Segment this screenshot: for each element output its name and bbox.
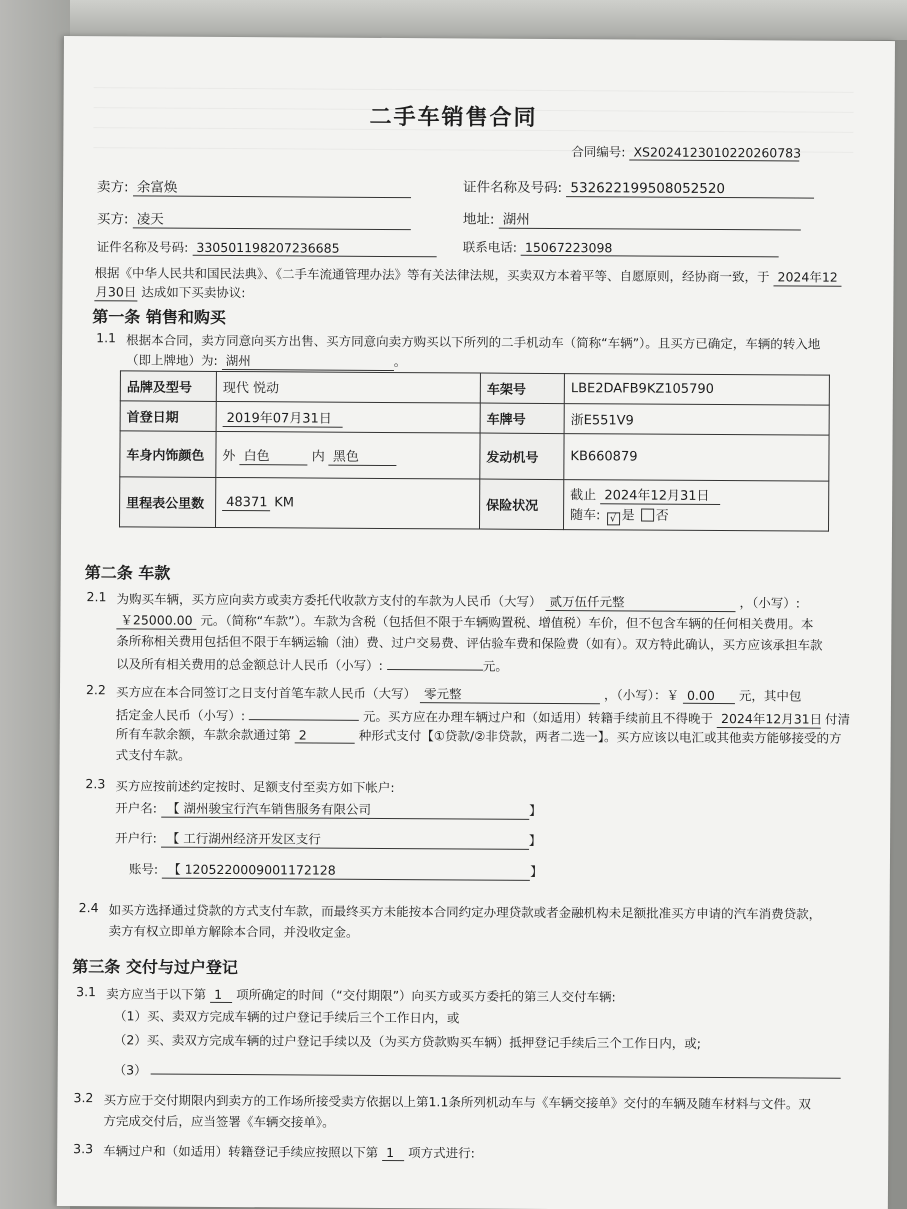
buyer-id-label: 证件名称及号码: xyxy=(96,239,189,255)
account-field xyxy=(162,860,530,881)
color-cell xyxy=(216,431,480,479)
buyer-id-value: 330501198207236685 xyxy=(192,240,436,257)
insurance-deadline-row xyxy=(570,484,822,506)
clause-3-2-number: 3.2 xyxy=(73,1090,94,1106)
payoff-date: 2024年12月31日 xyxy=(717,709,821,729)
payee-row xyxy=(115,798,541,820)
table-row xyxy=(120,371,829,405)
bank-value: 工行湖州经济开发区支行 xyxy=(183,830,321,847)
address-label: 地址: xyxy=(462,211,495,228)
with-car-row xyxy=(570,504,822,527)
phone-label: 联系电话: xyxy=(462,239,517,255)
transfer-option-number: 1 xyxy=(382,1145,404,1161)
intro-date-part-b: 月30日 xyxy=(94,282,137,301)
price-uppercase: 贰万伍仟元整 xyxy=(545,592,735,612)
buyer-label: 买方: xyxy=(96,211,129,228)
intro-line-2 xyxy=(94,282,245,302)
address-row xyxy=(463,207,801,230)
bracket-open: 【 xyxy=(168,861,181,877)
seller-name: 余富焕 xyxy=(133,175,411,198)
phone-value: 15067223098 xyxy=(521,240,779,258)
clause-3-1-number: 3.1 xyxy=(76,984,97,1000)
bracket-close: 】 xyxy=(528,832,542,848)
clause-2-2-tail: 元，其中包 xyxy=(738,688,802,704)
contract-page xyxy=(57,36,895,1209)
checkbox-no-label: 否 xyxy=(655,508,669,524)
table-row xyxy=(120,401,829,435)
clause-2-3-number: 2.3 xyxy=(85,776,106,792)
clause-3-2-line-1: 买方应于交付期限内到卖方的工作场所接受卖方依据以上第1.1条所列机动车与《车辆交接单》交付的车辆及随车材料与文件。双 xyxy=(103,1092,811,1112)
bracket-open: 【 xyxy=(166,830,180,846)
seller-row xyxy=(97,175,411,198)
plate-value: 浙E551V9 xyxy=(564,404,829,436)
bracket-open: 【 xyxy=(166,800,180,816)
clause-1-1-line-2 xyxy=(126,350,406,371)
mileage-unit: KM xyxy=(274,494,295,510)
payee-label: 开户名: xyxy=(115,800,158,816)
seller-label: 卖方: xyxy=(97,179,129,196)
buyer-name: 凌天 xyxy=(133,207,411,230)
deposit-value xyxy=(249,704,359,721)
brand-label: 品牌及型号 xyxy=(120,371,216,402)
table-row xyxy=(120,477,829,531)
account-row xyxy=(129,859,543,881)
account-value: 1205220009001172128 xyxy=(184,861,336,878)
insurance-deadline-label: 截止 xyxy=(570,488,597,504)
clause-1-1-number: 1.1 xyxy=(96,330,117,346)
seller-id-row xyxy=(463,175,814,198)
plate-label: 车牌号 xyxy=(480,403,564,434)
clause-3-2-line-2: 方完成交付后，应当签署《车辆交接单》。 xyxy=(103,1113,335,1130)
clause-2-2-number: 2.2 xyxy=(85,682,106,698)
inner-color-value: 黑色 xyxy=(329,445,397,465)
outer-color-value: 白色 xyxy=(240,445,308,465)
transfer-city: 湖州 xyxy=(222,351,394,371)
reg-date-label: 首登日期 xyxy=(120,401,216,432)
brand-value: 现代 悦动 xyxy=(216,371,480,403)
payment-method-number: 2 xyxy=(295,727,355,743)
seller-id-label: 证件名称及号码: xyxy=(463,179,563,197)
account-label: 账号: xyxy=(128,861,159,877)
checkbox-yes[interactable]: √ xyxy=(607,512,620,525)
intro-tail: 达成如下买卖协议: xyxy=(141,284,246,301)
mileage-value: 48371 xyxy=(222,494,270,510)
contract-number-value: XS20241230102202607​83 xyxy=(629,144,799,161)
engine-label: 发动机号 xyxy=(480,433,564,480)
deposit-label: 括定金人民币（小写）: xyxy=(115,707,246,724)
price-amount: ￥25000.00 xyxy=(116,610,196,629)
first-payment-amount: 0.00 xyxy=(683,688,735,704)
seller-id-value: 532622199508052520 xyxy=(566,180,814,199)
reg-date-value: 2019年07月31日 xyxy=(223,406,343,427)
total-fees-value xyxy=(387,654,483,671)
checkbox-yes-label: 是 xyxy=(621,508,635,524)
clause-2-2-line-2-mid: 元。买方应在办理车辆过户和（如适用）转籍手续前且不得晚于 xyxy=(362,708,714,726)
buyer-row xyxy=(97,207,411,230)
insurance-label: 保险状况 xyxy=(479,479,563,530)
contract-title: 二手车销售合同 xyxy=(369,104,538,131)
engine-value: KB660879 xyxy=(564,434,829,482)
clause-2-4-line-1: 如买方选择通过贷款的方式支付车款，而最终买方未能按本合同约定办理贷款或者金融机构未足额批准买方申请的汽车消费贷款， xyxy=(108,902,822,922)
clause-3-3-line-1 xyxy=(103,1141,475,1161)
delivery-option-1: （1）买、卖双方完成车辆的过户登记手续后三个工作日内，或 xyxy=(113,1008,460,1026)
with-car-label: 随车: xyxy=(570,508,601,524)
table-row xyxy=(120,431,829,481)
checkbox-no[interactable] xyxy=(641,509,654,522)
clause-1-1-prefix: （即上牌地）为: xyxy=(125,352,218,368)
insurance-cell xyxy=(563,480,828,532)
buyer-id-row xyxy=(97,237,437,257)
phone-row xyxy=(463,237,779,257)
clause-2-2-line-3-b: 种形式支付【①贷款/②非贷款，两者二选一】。买方应该以电汇或其他卖方能够接受的方 xyxy=(358,727,842,746)
clause-2-2-text-a: 买方应在本合同签订之日支付首笔车款人民币（大写） xyxy=(115,684,417,702)
bracket-close: 】 xyxy=(528,802,542,818)
delivery-option-number: 1 xyxy=(210,987,232,1003)
color-label: 车身内饰颜色 xyxy=(120,431,216,478)
reg-date-cell xyxy=(216,401,480,433)
clause-3-3-text-b: 项方式进行: xyxy=(408,1145,475,1161)
mileage-cell xyxy=(216,477,480,529)
payee-value: 湖州骏宝行汽车销售服务有限公司 xyxy=(183,800,372,817)
total-fees-label: 以及所有相关费用的总金额总计人民币（小写）: xyxy=(116,656,383,673)
contract-number-label: 合同编号: xyxy=(571,144,626,160)
insurance-deadline: 2024年12月31日 xyxy=(600,484,720,505)
delivery-option-3-label: （3） xyxy=(113,1062,147,1078)
vin-label: 车架号 xyxy=(480,373,564,404)
section-1-title: 第一条 销售和购买 xyxy=(92,307,226,327)
clause-2-1-line-3: 条所称相关费用包括但不限于车辆运输（油）费、过户交易费、评估验车费和保险费（如有）。双方特此确认，买方应该承担车款 xyxy=(116,633,823,653)
clause-2-2-line-4: 式支付车款。 xyxy=(115,747,191,763)
clause-3-1-line-1 xyxy=(106,984,616,1005)
clause-2-3-text: 买方应按前述约定按时、足额支付至卖方如下帐户: xyxy=(115,778,395,796)
clause-3-3-number: 3.3 xyxy=(73,1141,94,1157)
bank-field xyxy=(161,829,529,850)
address-value: 湖州 xyxy=(499,208,801,231)
clause-3-3-text-a: 车辆过户和（如适用）转籍登记手续应按照以下第 xyxy=(103,1143,379,1160)
first-payment-uppercase: 零元整 xyxy=(420,684,600,704)
delivery-option-2: （2）买、卖双方完成车辆的过户登记手续以及（为买方贷款购买车辆）抵押登记手续后三个工作日内，或; xyxy=(113,1032,702,1051)
delivery-option-3 xyxy=(114,1058,841,1082)
bracket-close: 】 xyxy=(530,863,543,879)
contract-number-row xyxy=(571,142,802,161)
clause-2-1-number: 2.1 xyxy=(86,589,107,605)
mileage-label: 里程表公里数 xyxy=(120,477,216,528)
clause-2-1-unit-text: 元。（简称“车款”）。车款为含税（包括但不限于车辆购置税、增值税）车价，但不包含车辆的任何相关费用。本 xyxy=(200,612,814,632)
total-fees-unit: 元。 xyxy=(482,658,508,674)
outer-color-prefix: 外 xyxy=(222,448,236,464)
vin-value: LBE2DAFB9KZ105790 xyxy=(564,374,829,406)
inner-color-prefix: 内 xyxy=(311,449,325,465)
first-payment-small-label: ，（小写）：￥ xyxy=(603,687,680,703)
section-3-title: 第三条 交付与过户登记 xyxy=(72,957,238,978)
bank-label: 开户行: xyxy=(115,830,157,846)
background-surface-top xyxy=(0,0,907,40)
clause-2-1-line-4 xyxy=(116,652,508,674)
clause-3-1-text-b: 项所确定的时间（“交付期限”）向买方或买方委托的第三人交付车辆: xyxy=(236,987,616,1005)
clause-3-1-text-a: 卖方应当于以下第 xyxy=(106,986,207,1002)
section-2-title: 第二条 车款 xyxy=(84,563,171,583)
price-small-label: ，（小写）: xyxy=(739,595,801,611)
clause-2-1-text-a: 为购买车辆，买方应向卖方或卖方委托代收款方支付的车款为人民币（大写） xyxy=(116,591,542,609)
clause-1-1-end: 。 xyxy=(393,354,407,370)
vehicle-info-table xyxy=(119,370,830,531)
clause-2-2-line-3-a: 所有车款余额，车款余款通过第 xyxy=(115,726,291,743)
intro-date-part-a: 2024年12 xyxy=(773,267,841,286)
payee-field xyxy=(161,799,529,820)
delivery-option-3-blank xyxy=(151,1059,841,1079)
clause-2-2-line-2-end: 付清 xyxy=(824,711,851,727)
clause-2-4-number: 2.4 xyxy=(78,900,99,916)
clause-2-4-line-2: 卖方有权立即单方解除本合同，并没收定金。 xyxy=(108,923,359,940)
intro-text: 根据《中华人民共和国民法典》、《二手车流通管理办法》等有关法律法规，买卖双方本着平等、自愿原则，经协商一致，于 xyxy=(94,265,770,285)
bank-row xyxy=(115,828,541,850)
clause-1-1-text: 根据本合同，卖方同意向买方出售、买方同意向卖方购买以下所列的二手机动车（简称“车辆”）。且买方已确定，车辆的转入地 xyxy=(126,332,821,352)
